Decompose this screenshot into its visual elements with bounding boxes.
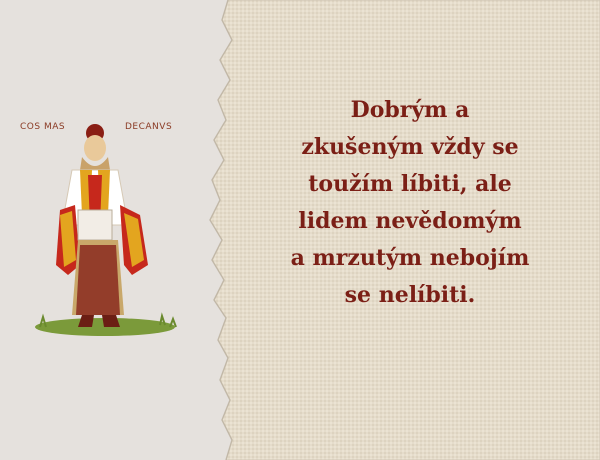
figure-caption-left: COS MAS <box>20 122 66 132</box>
face <box>84 135 106 161</box>
quote-line: zkušeným vždy se <box>301 134 519 160</box>
quote-line: se nelíbiti. <box>344 282 476 308</box>
quote-line: Dobrým a <box>350 97 470 123</box>
book <box>78 210 112 240</box>
quote-line: a mrzutým nebojím <box>290 245 530 271</box>
cosmas-figure-illustration <box>20 115 200 345</box>
quote-line: toužím líbiti, ale <box>308 171 512 197</box>
figure-caption-right: DECANVS <box>125 122 173 132</box>
quote-text <box>290 92 530 314</box>
quote-line: lidem nevědomým <box>298 208 522 234</box>
